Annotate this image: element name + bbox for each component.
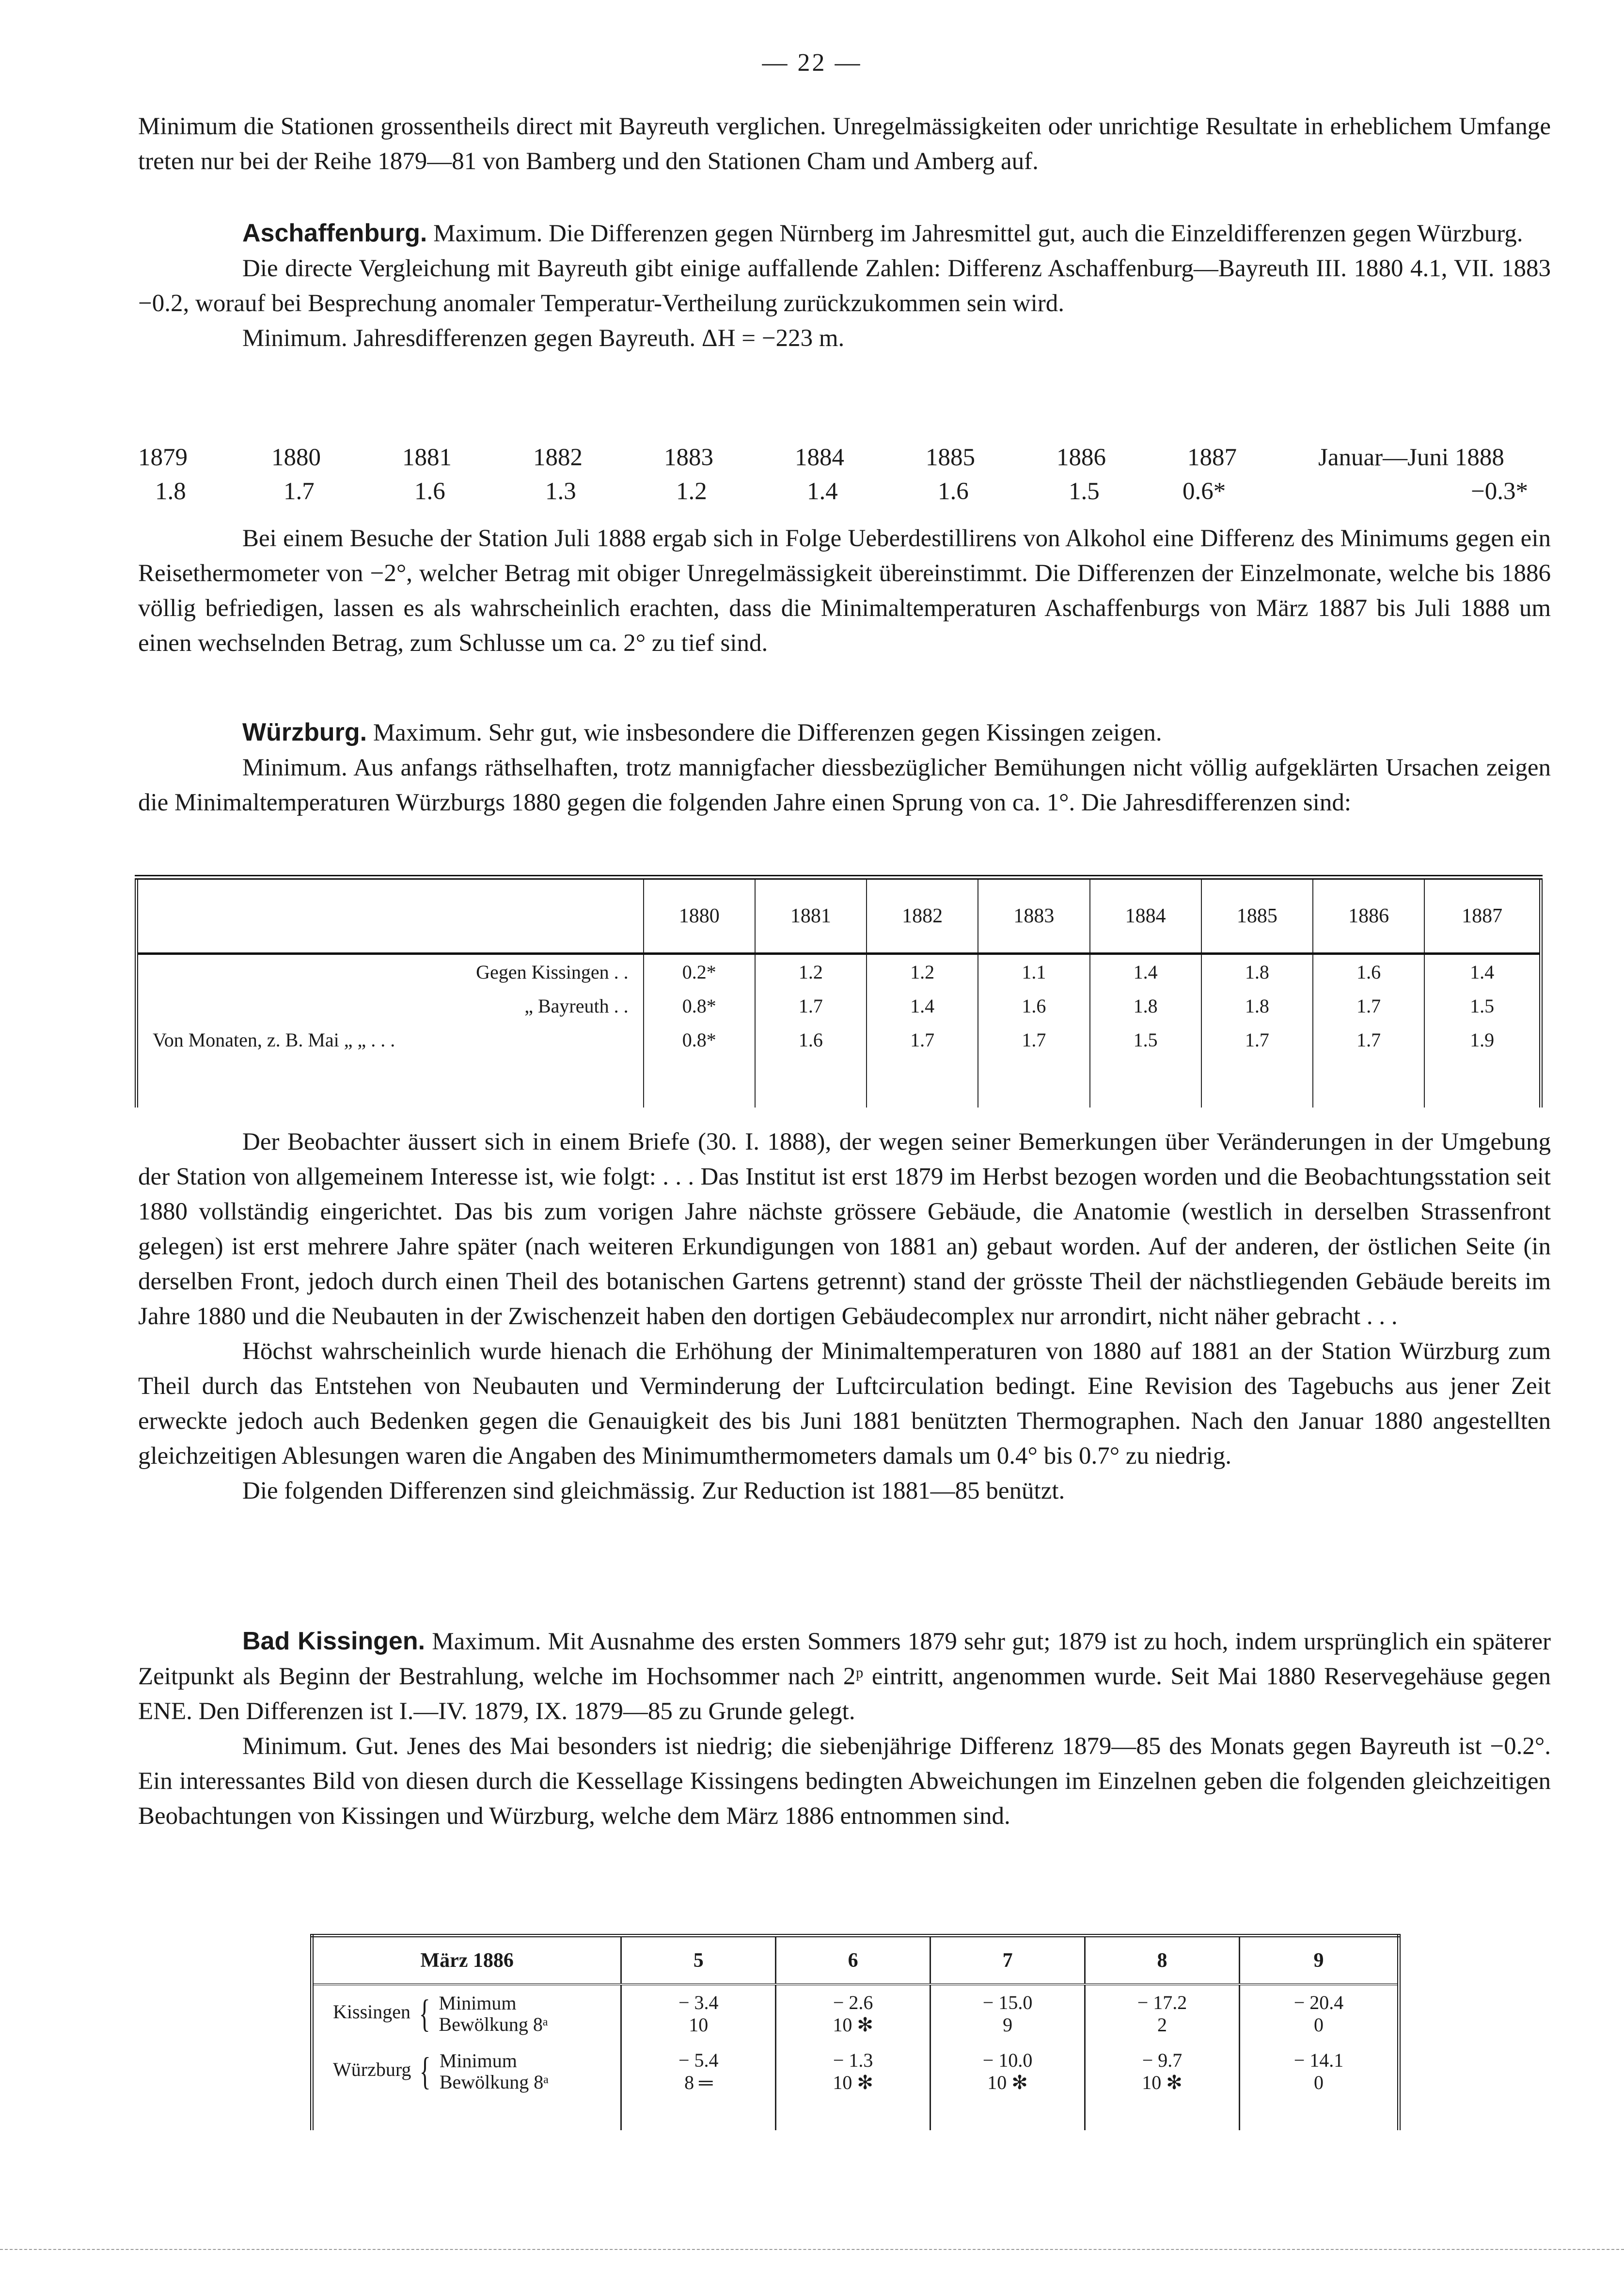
row-labels — [440, 2050, 549, 2093]
aschaffenburg-p2: Die directe Vergleichung mit Bayreuth gibt einige auffallende Zahlen: Differenz Aschaffenburg—Bayreuth III. 1880 4.1, VII. 1883 −0.2, worauf bei Besprechung anomaler Temperatur-Vertheilung zurückzukommen sein wird. — [138, 255, 1551, 317]
row-label: „ Bayreuth . . — [524, 995, 629, 1017]
table-row — [137, 1023, 1541, 1057]
intro-text: Minimum die Stationen grossentheils direct mit Bayreuth verglichen. Unregelmässigkeiten oder unrichtige Resultate in erheblichem Umfange treten nur bei der Reihe 1879—81 von Bamberg und den Stationen Cham und Amberg auf. — [138, 113, 1551, 175]
table-cell: 1.9 — [1424, 1023, 1541, 1057]
minimum-value: − 17.2 — [1137, 1992, 1187, 2013]
table-header-cell: 1885 — [1201, 877, 1313, 954]
table-header-cell: 8 — [1085, 1936, 1240, 1985]
table-header-cell: 6 — [776, 1936, 930, 1985]
table-cell: 1.5 — [1424, 989, 1541, 1023]
wuerzburg-differences-table — [135, 875, 1543, 1108]
table-title-cell: März 1886 — [312, 1936, 621, 1985]
row-label: Minimum — [439, 1992, 517, 2014]
aschaffenburg-p3: Minimum. Jahresdifferenzen gegen Bayreuth. ΔH = −223 m. — [242, 325, 845, 352]
minimum-value: − 1.3 — [833, 2049, 873, 2071]
value-cell: −0.3* — [1471, 478, 1529, 505]
year-cell: Januar—Juni 1888 — [1318, 444, 1504, 471]
table-cell: 1.4 — [1090, 954, 1201, 989]
cloud-value: 9 — [1003, 2014, 1013, 2036]
value-cell: 0.6* — [1183, 478, 1226, 505]
table-cell — [776, 2042, 930, 2101]
table-header-cell: 7 — [930, 1936, 1085, 1985]
aschaffenburg-section — [138, 216, 1551, 356]
aschaffenburg-p4: Bei einem Besuche der Station Juli 1888 ergab sich in Folge Ueberdestillirens von Alkohol eine Differenz des Minimums gegen ein Reisethermometer von −2°, welcher Betrag mit obiger Unregelmässigkeit übereinstimmt. Die Differenzen der Einzelmonate, welche bis 1886 völlig befriedigen, lassen es als wahrscheinlich erachten, dass die Minimaltemperaturen Aschaffenburgs von März 1887 bis Juli 1888 um einen wechselnden Betrag, zum Schlusse um ca. 2° zu tief sind. — [138, 525, 1551, 657]
year-cell: 1879 — [138, 444, 188, 471]
beobachter-p3: Die folgenden Differenzen sind gleichmässig. Zur Reduction ist 1881—85 benützt. — [242, 1477, 1065, 1504]
minimum-value: − 5.4 — [678, 2049, 719, 2071]
aschaffenburg-values-row — [138, 477, 1551, 506]
table-row — [137, 989, 1541, 1023]
table-cell: 1.7 — [978, 1023, 1089, 1057]
table-header-cell: 1880 — [644, 877, 755, 954]
table-header-row — [312, 1936, 1399, 1985]
table-cell — [1240, 2042, 1399, 2101]
row-label: Gegen Kissingen . . — [476, 961, 629, 983]
wuerzburg-p1 — [138, 715, 1551, 750]
minimum-value: − 3.4 — [678, 1992, 719, 2013]
table-cell: 0.8* — [644, 1023, 755, 1057]
intro-paragraph — [138, 109, 1551, 179]
table-cell — [776, 1984, 930, 2042]
brace-glyph: { — [419, 1993, 430, 2035]
page-number: — 22 — — [762, 49, 862, 77]
table-cell — [1085, 2042, 1240, 2101]
table-header-cell: 1881 — [755, 877, 867, 954]
year-cell: 1881 — [402, 444, 452, 471]
table-header-cell: 1886 — [1313, 877, 1424, 954]
maerz-1886-table — [310, 1934, 1401, 2130]
wuerzburg-heading: Würzburg. — [242, 718, 367, 746]
table-cell: 1.8 — [1201, 989, 1313, 1023]
minimum-value: − 2.6 — [833, 1992, 873, 2013]
table-cell: 1.7 — [1313, 1023, 1424, 1057]
brace-glyph: { — [420, 2050, 431, 2093]
table-cell: 1.4 — [1424, 954, 1541, 989]
year-cell: 1886 — [1056, 444, 1106, 471]
row-label: Von Monaten, z. B. Mai „ „ . . . — [153, 1029, 395, 1051]
table-header-cell: 1882 — [867, 877, 978, 954]
row-label: Bewölkung 8ᵃ — [439, 2071, 549, 2093]
aschaffenburg-p1-text: Maximum. Die Differenzen gegen Nürnberg im Jahresmittel gut, auch die Einzeldifferenzen gegen Würzburg. — [433, 220, 1523, 247]
table-spacer-row — [312, 2101, 1399, 2130]
year-cell: 1884 — [795, 444, 844, 471]
beobachter-p1: Der Beobachter äussert sich in einem Briefe (30. I. 1888), der wegen seiner Bemerkungen über Veränderungen in der Umgebung der Station von allgemeinem Interesse ist, wie folgt: . . . Das Institut ist erst 1879 im Herbst bezogen worden und die Beobachtungsstation seit 1880 vollständig eingerichtet. Das bis zum vorigen Jahre nächste grössere Gebäude, die Anatomie (westlich in derselben Strassenfront gelegen) ist erst mehrere Jahre später (nach weiteren Erkundigungen von 1881 an) gebaut worden. Auf der anderen, der östlichen Seite (in derselben Front, jedoch durch einen Theil des botanischen Gartens getrennt) stand der grösste Theil der nächstliegenden Gebäude bereits im Jahre 1880 und die Neubauten in der Zwischenzeit haben den dortigen Gebäudecomplex nur arrondirt, nicht näher gebracht . . . — [138, 1128, 1551, 1330]
table-cell — [621, 1984, 776, 2042]
cloud-value: 2 — [1157, 2014, 1167, 2036]
table-cell — [930, 2042, 1085, 2101]
table-cell — [1085, 1984, 1240, 2042]
table-cell: 1.2 — [867, 954, 978, 989]
table-cell: 0.8* — [644, 989, 755, 1023]
minimum-value: − 14.1 — [1293, 2049, 1344, 2071]
station-name: Würzburg — [333, 2058, 411, 2081]
station-name: Kissingen — [333, 2001, 410, 2023]
beobachter-section — [138, 1124, 1551, 1508]
aschaffenburg-years-row — [138, 443, 1551, 473]
wuerzburg-p1-text: Maximum. Sehr gut, wie insbesondere die Differenzen gegen Kissingen zeigen. — [373, 719, 1162, 746]
table-row — [137, 954, 1541, 989]
aschaffenburg-section-2 — [138, 521, 1551, 661]
cloud-value: 0 — [1314, 2072, 1324, 2093]
row-labels — [439, 1993, 548, 2035]
table-cell: 1.4 — [867, 989, 978, 1023]
cloud-value: 10 ✻ — [1142, 2072, 1183, 2093]
kissingen-p1-text: Maximum. Mit Ausnahme des ersten Sommers 1879 sehr gut; 1879 ist zu hoch, indem ursprünglich ein späterer Zeitpunkt als Beginn der Bestrahlung, welche im Hochsommer nach 2ᵖ eintritt, angenommen wurde. Seit Mai 1880 Reservegehäuse gegen ENE. Den Differenzen ist I.—IV. 1879, IX. 1879—85 zu Grunde gelegt. — [138, 1628, 1551, 1725]
cloud-value: 10 ✻ — [833, 2072, 873, 2093]
table-cell: 1.1 — [978, 954, 1089, 989]
aschaffenburg-heading: Aschaffenburg. — [242, 219, 427, 247]
value-cell: 1.2 — [676, 478, 707, 505]
table-spacer-row — [137, 1057, 1541, 1108]
table-row — [312, 1984, 1399, 2042]
kissingen-p2: Minimum. Gut. Jenes des Mai besonders ist niedrig; die siebenjährige Differenz 1879—85 des Monats gegen Bayreuth ist −0.2°. Ein interessantes Bild von diesen durch die Kessellage Kissingens bedingten Abweichungen im Einzelnen geben die folgenden gleichzeitigen Beobachtungen von Kissingen und Würzburg, welche dem März 1886 entnommen sind. — [138, 1733, 1551, 1830]
minimum-value: − 9.7 — [1142, 2049, 1183, 2071]
cloud-value: 10 ✻ — [987, 2072, 1028, 2093]
wuerzburg-p2: Minimum. Aus anfangs räthselhaften, trotz mannigfacher diessbezüglicher Bemühungen nicht völlig aufgeklärten Ursachen zeigen die Minimaltemperaturen Würzburgs 1880 gegen die folgenden Jahre einen Sprung von ca. 1°. Die Jahresdifferenzen sind: — [138, 754, 1551, 816]
value-cell: 1.6 — [414, 478, 445, 505]
table-row — [312, 2042, 1399, 2101]
year-cell: 1880 — [271, 444, 321, 471]
table-cell: 1.5 — [1090, 1023, 1201, 1057]
value-cell: 1.5 — [1069, 478, 1100, 505]
table-cell: 1.8 — [1201, 954, 1313, 989]
table-cell: 1.7 — [1313, 989, 1424, 1023]
year-cell: 1887 — [1187, 444, 1237, 471]
cloud-value: 8 ═ — [684, 2072, 713, 2093]
cloud-value: 10 ✻ — [833, 2014, 873, 2036]
cloud-value: 0 — [1314, 2014, 1324, 2036]
table-cell: 0.2* — [644, 954, 755, 989]
table-cell: 1.6 — [755, 1023, 867, 1057]
table-header-cell: 5 — [621, 1936, 776, 1985]
value-cell: 1.4 — [807, 478, 838, 505]
table-cell — [1240, 1984, 1399, 2042]
table-cell: 1.7 — [867, 1023, 978, 1057]
table-cell: 1.8 — [1090, 989, 1201, 1023]
table-cell — [930, 1984, 1085, 2042]
value-cell: 1.7 — [284, 478, 315, 505]
year-cell: 1882 — [533, 444, 583, 471]
year-cell: 1883 — [664, 444, 713, 471]
table-cell — [621, 2042, 776, 2101]
year-cell: 1885 — [926, 444, 975, 471]
value-cell: 1.3 — [545, 478, 576, 505]
aschaffenburg-p1 — [138, 216, 1551, 251]
table-corner-cell — [137, 877, 644, 954]
value-cell: 1.6 — [938, 478, 969, 505]
table-cell: 1.2 — [755, 954, 867, 989]
beobachter-p2: Höchst wahrscheinlich wurde hienach die Erhöhung der Minimaltemperaturen von 1880 auf 1881 an der Station Würzburg zum Theil durch das Entstehen von Neubauten und Verminderung der Luftcirculation bedingt. Eine Revision des Tagebuchs aus jener Zeit erweckte jedoch auch Bedenken gegen die Genauigkeit des bis Juni 1881 benützten Thermographen. Nach den Januar 1880 angestellten gleichzeitigen Ablesungen waren die Angaben des Minimumthermometers damals um 0.4° bis 0.7° zu niedrig. — [138, 1338, 1551, 1470]
kissingen-section — [138, 1624, 1551, 1834]
station-label-cell — [312, 1984, 621, 2042]
minimum-value: − 10.0 — [982, 2049, 1033, 2071]
cloud-value: 10 — [689, 2014, 709, 2036]
table-header-cell: 1884 — [1090, 877, 1201, 954]
page-bottom-edge — [0, 2249, 1624, 2250]
table-header-cell: 1887 — [1424, 877, 1541, 954]
wuerzburg-section — [138, 715, 1551, 820]
table-header-cell: 9 — [1240, 1936, 1399, 1985]
table-header-cell: 1883 — [978, 877, 1089, 954]
table-cell: 1.6 — [1313, 954, 1424, 989]
row-label: Bewölkung 8ᵃ — [439, 2013, 548, 2035]
station-label-cell — [312, 2042, 621, 2101]
kissingen-p1 — [138, 1624, 1551, 1729]
minimum-value: − 15.0 — [982, 1992, 1033, 2013]
kissingen-heading: Bad Kissingen. — [242, 1627, 426, 1655]
minimum-value: − 20.4 — [1293, 1992, 1344, 2013]
value-cell: 1.8 — [155, 478, 186, 505]
table-cell: 1.7 — [1201, 1023, 1313, 1057]
table-cell: 1.7 — [755, 989, 867, 1023]
table-header-row — [137, 877, 1541, 954]
row-label: Minimum — [439, 2050, 517, 2072]
table-cell: 1.6 — [978, 989, 1089, 1023]
